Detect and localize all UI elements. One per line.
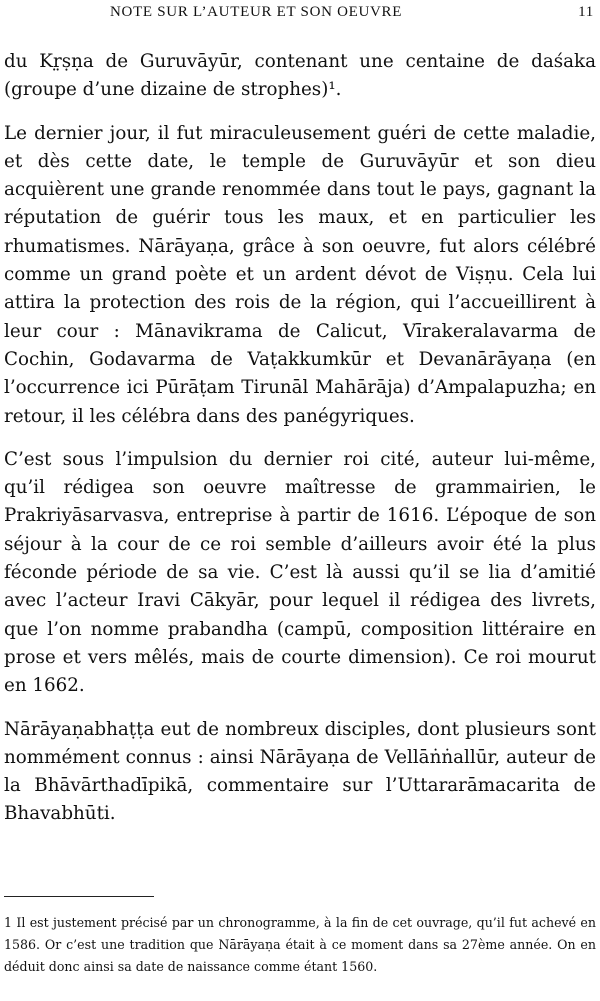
- paragraph: du Kr̤ṣṇa de Guruvāyūr, contenant une centaine de daśaka (groupe d’une dizaine de strophes)¹.: [4, 51, 596, 101]
- footnote-separator: [4, 896, 154, 897]
- paragraph: Nārāyaṇabhaṭṭa eut de nombreux disciples, dont plusieurs sont nommément connus : ainsi Nārāyaṇa de Vellāṅṅallūr, auteur de la Bhāvārthadīpikā, commentaire sur l’Uttararāmacarita de Bhavabhūti.: [4, 718, 596, 825]
- footnote: [4, 912, 596, 977]
- running-title: NOTE SUR L’AUTEUR ET SON OEUVRE: [110, 4, 403, 20]
- paragraph: C’est sous l’impulsion du dernier roi cité, auteur lui-même, qu’il rédigea son oeuvre maîtresse de grammairien, le Prakriyāsarvasva, entreprise à partir de 1616. L’époque de son séjour à la cour de ce roi semble d’ailleurs avoir été la plus féconde période de sa vie. C’est là aussi qu’il se lia d’amitié avec l’acteur Iravi Cākyār, pour lequel il rédigea des livrets, que l’on nomme prabandha (campū, composition littéraire en prose et vers mêlés, mais de courte dimension). Ce roi mourut en 1662.: [4, 448, 596, 697]
- main-text: [4, 48, 596, 844]
- footnote-text: 1 Il est justement précisé par un chronogramme, à la fin de cet ouvrage, qu’il fut achevé en 1586. Or c’est une tradition que Nārāyaṇa était à ce moment dans sa 27ème année. On en déduit donc ainsi sa date de naissance comme étant 1560.: [4, 915, 596, 974]
- page-number: 11: [578, 4, 594, 20]
- paragraph: Le dernier jour, il fut miraculeusement guéri de cette maladie, et dès cette date, le temple de Guruvāyūr et son dieu acquièrent une grande renommée dans tout le pays, gagnant la réputation de guérir tous les maux, et en particulier les rhumatismes. Nārāyaṇa, grâce à son oeuvre, fut alors célébré comme un grand poète et un ardent dévot de Viṣṇu. Cela lui attira la protection des rois de la région, qui l’accueillirent à leur cour : Mānavikrama de Calicut, Vīrakeralavarma de Cochin, Godavarma de Vaṭakkumkūr et Devanārāyaṇa (en l’occurrence ici Pūrāṭam Tirunāl Mahārāja) d’Ampalapuzha; en retour, il les célébra dans des panégyriques.: [4, 122, 596, 427]
